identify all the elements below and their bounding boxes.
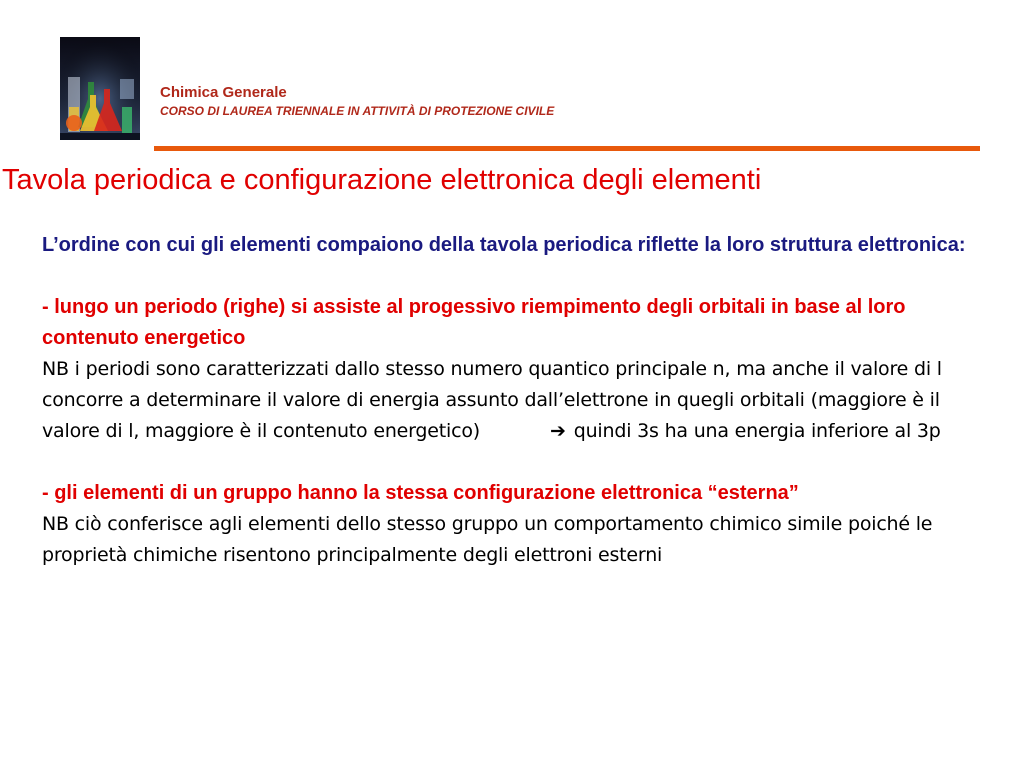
point-1-note-conclusion: quindi 3s ha una energia inferiore al 3p (573, 420, 941, 442)
slide-body (42, 230, 992, 571)
spacer (42, 261, 992, 292)
course-title: Chimica Generale (160, 84, 287, 101)
right-arrow-icon: ➔ (550, 420, 566, 442)
point-1-heading: lungo un periodo (righe) si assiste al progessivo riempimento degli orbitali in base al loro contenuto energetico (42, 296, 906, 349)
course-subtitle: CORSO DI LAUREA TRIENNALE IN ATTIVITÀ DI PROTEZIONE CIVILE (160, 104, 555, 118)
bullet-dash: - (42, 296, 55, 318)
point-2-heading: gli elementi di un gruppo hanno la stessa configurazione elettronica “esterna” (54, 482, 799, 504)
header-divider (154, 146, 980, 151)
point-1-note-text: NB i periodi sono caratterizzati dallo stesso numero quantico principale n, ma anche il valore di l concorre a determinare il valore di energia assunto dall’elettrone in quegli orbitali (maggiore è il valore di l, maggiore è il contenuto energetico) (42, 358, 942, 442)
point-1 (42, 292, 992, 354)
point-2-note: NB ciò conferisce agli elementi dello stesso gruppo un comportamento chimico simile poiché le proprietà chimiche risentono principalmente degli elettroni esterni (42, 513, 933, 566)
point-2 (42, 478, 992, 509)
slide-title: Tavola periodica e configurazione elettronica degli elementi (2, 164, 762, 196)
bullet-dash: - (42, 482, 55, 504)
spacer (42, 447, 992, 478)
flasks-image (60, 37, 140, 140)
chemistry-flasks-logo (60, 37, 140, 140)
intro-text: L’ordine con cui gli elementi compaiono della tavola periodica riflette la loro struttura elettronica: (42, 234, 966, 256)
point-1-note (42, 354, 992, 447)
